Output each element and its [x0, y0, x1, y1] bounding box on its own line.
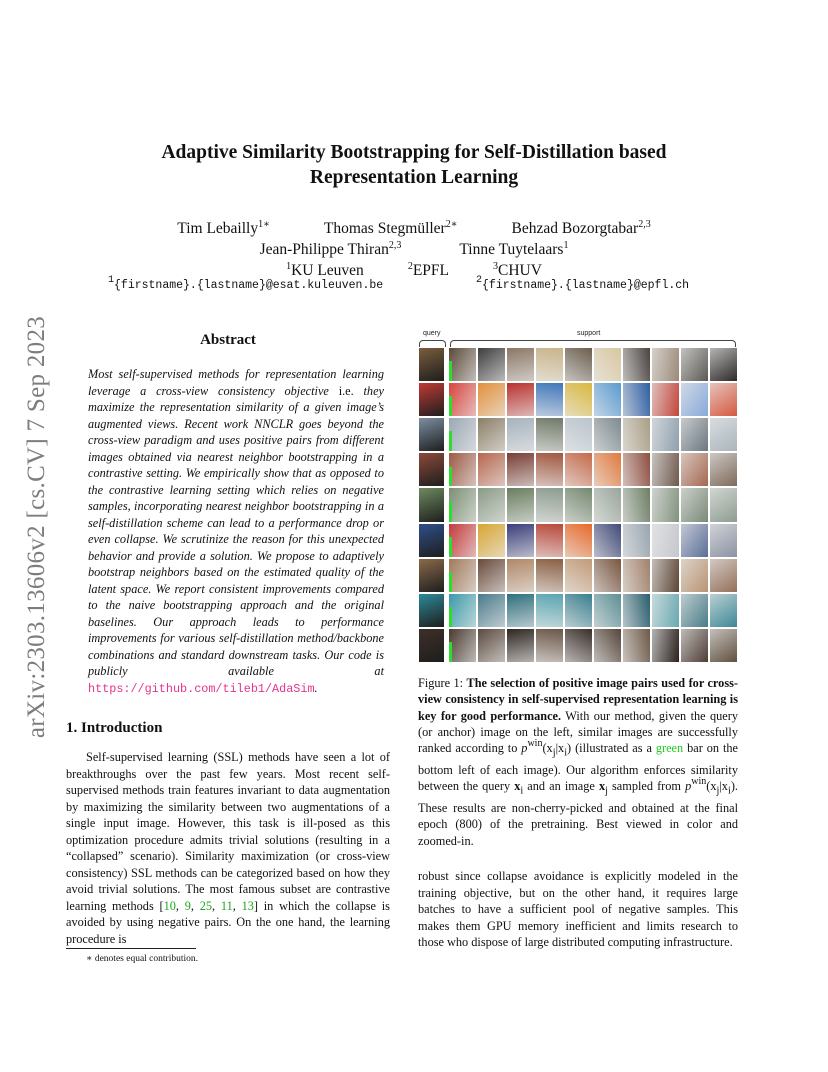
support-image: [478, 348, 505, 381]
support-image: [652, 383, 679, 416]
author-name: Thomas Stegmüller$^{2∗}$: [323, 219, 458, 237]
support-image: [594, 559, 621, 592]
support-image: [449, 559, 476, 592]
query-brace: [419, 340, 446, 347]
support-image: [652, 524, 679, 557]
query-image: [419, 629, 444, 662]
support-image: [478, 594, 505, 627]
similarity-green-bar: [449, 572, 452, 592]
support-image: [710, 418, 737, 451]
support-image: [710, 629, 737, 662]
support-image: [507, 559, 534, 592]
support-brace: [450, 340, 736, 347]
query-image: [419, 524, 444, 557]
support-image: [681, 348, 708, 381]
support-image: [623, 383, 650, 416]
support-image: [507, 629, 534, 662]
support-image: [594, 594, 621, 627]
query-image: [419, 453, 444, 486]
support-image: [449, 524, 476, 557]
similarity-green-bar: [449, 396, 452, 416]
affiliation: $^2$EPFL: [407, 261, 449, 279]
support-image: [536, 629, 563, 662]
support-image: [565, 559, 592, 592]
support-image: [536, 524, 563, 557]
support-image: [478, 629, 505, 662]
support-image: [681, 594, 708, 627]
support-image: [565, 594, 592, 627]
citation-link[interactable]: 13: [241, 898, 254, 913]
support-image: [565, 488, 592, 521]
author-name: Jean-Philippe Thiran$^{2,3}$: [259, 240, 402, 258]
support-image: [623, 348, 650, 381]
query-image: [419, 559, 444, 592]
author-block: [100, 218, 728, 281]
support-image: [565, 453, 592, 486]
author-row-1: [100, 218, 728, 239]
support-image: [681, 524, 708, 557]
citation-link[interactable]: 10: [163, 898, 176, 913]
query-image: [419, 418, 444, 451]
support-image: [652, 453, 679, 486]
support-image: [623, 524, 650, 557]
support-image: [623, 594, 650, 627]
support-image: [565, 383, 592, 416]
author-row-2: [100, 239, 728, 260]
support-image: [594, 453, 621, 486]
support-image: [623, 629, 650, 662]
email-kuleuven: $^1${firstname}.{lastname}@esat.kuleuven.be: [108, 275, 384, 292]
support-image: [536, 348, 563, 381]
support-image: [449, 629, 476, 662]
similarity-green-bar: [449, 642, 452, 662]
support-image: [652, 559, 679, 592]
support-image: [623, 418, 650, 451]
email-epfl: $^2${firstname}.{lastname}@epfl.ch: [476, 275, 690, 292]
support-image: [536, 559, 563, 592]
support-image: [594, 383, 621, 416]
query-image: [419, 348, 444, 381]
similarity-green-bar: [449, 537, 452, 557]
support-image: [536, 418, 563, 451]
author-name: Tim Lebailly$^{1∗}$: [177, 219, 270, 237]
support-image: [507, 488, 534, 521]
support-image: [507, 524, 534, 557]
support-image: [478, 418, 505, 451]
support-image: [681, 453, 708, 486]
citation-link[interactable]: 11: [220, 898, 233, 913]
support-image: [536, 594, 563, 627]
support-image: [449, 383, 476, 416]
support-image: [565, 629, 592, 662]
support-image: [710, 453, 737, 486]
support-image: [710, 559, 737, 592]
affiliation-row: [100, 260, 728, 281]
support-label: support: [577, 330, 601, 337]
support-image: [449, 418, 476, 451]
support-image: [478, 453, 505, 486]
support-image: [594, 348, 621, 381]
support-image: [478, 524, 505, 557]
support-image: [623, 559, 650, 592]
support-image: [652, 594, 679, 627]
support-image: [652, 629, 679, 662]
right-column-paragraph: robust since collapse avoidance is explicitly modeled in the training objective, but on the other hand, it requires large batches to have a sufficient pool of negative samples. This makes them GPU memory inefficient and limits research to those who dispose of large distributed computing infrastructure.: [418, 869, 738, 949]
support-image: [710, 383, 737, 416]
support-image: [565, 418, 592, 451]
support-image: [536, 488, 563, 521]
support-image: [565, 348, 592, 381]
support-image: [449, 348, 476, 381]
support-image: [449, 453, 476, 486]
support-image: [681, 418, 708, 451]
support-image: [507, 348, 534, 381]
support-image: [478, 559, 505, 592]
support-image: [594, 524, 621, 557]
support-image: [536, 453, 563, 486]
support-image: [478, 488, 505, 521]
support-image: [507, 418, 534, 451]
figure-1: [419, 330, 737, 666]
arxiv-identifier-text: arXiv:2303.13606v2 [cs.CV] 7 Sep 2023: [23, 315, 51, 739]
similarity-green-bar: [449, 431, 452, 451]
paper-title-line-2: Representation Learning: [309, 167, 519, 188]
arxiv-identifier-stamp: [14, 292, 60, 762]
introduction-heading: 1. Introduction: [66, 720, 163, 736]
support-image: [710, 524, 737, 557]
support-image: [565, 524, 592, 557]
support-image: [652, 488, 679, 521]
support-image: [449, 594, 476, 627]
code-link[interactable]: https://github.com/tileb1/AdaSim: [88, 681, 315, 696]
support-image: [594, 418, 621, 451]
support-image: [710, 488, 737, 521]
citation-link[interactable]: 9: [184, 898, 191, 913]
paper-title: [110, 140, 718, 190]
support-image: [449, 488, 476, 521]
support-image: [652, 418, 679, 451]
abstract-heading: Abstract: [200, 332, 256, 348]
author-name: Tinne Tuytelaars$^1$: [459, 240, 569, 258]
support-image: [507, 594, 534, 627]
affiliation: $^3$CHUV: [493, 261, 542, 279]
support-image: [507, 453, 534, 486]
support-image: [681, 488, 708, 521]
query-label: query: [423, 330, 441, 337]
query-image: [419, 488, 444, 521]
affiliation: $^1$KU Leuven: [286, 261, 364, 279]
footnote: ∗ denotes equal contribution.: [86, 954, 198, 964]
introduction-paragraph: Self-supervised learning (SSL) methods have seen a lot of breakthroughs over the past few years. Most recent self-supervised methods train features invariant to data augmentation by maximizing the similarity between two augmentations of a single input image. However, this task is ill-posed as this optimization procedure admits trivial solutions (resulting in a “collapsed” scenario). Similarity maximization (or cross-view consistency) SSL methods can be categorized based on how they avoid trivial solutions. The most famous subset are contrastive learning methods [10, 9, 25, 11, 13] in which the collapse is avoided by using negative pairs. On the one hand, the learning procedure is: [66, 750, 390, 946]
image-grid: [419, 348, 737, 664]
support-image: [478, 383, 505, 416]
green-word: green: [655, 741, 684, 756]
paper-title-line-1: Adaptive Similarity Bootstrapping for Self-Distillation based: [161, 142, 667, 163]
support-image: [623, 488, 650, 521]
figure-caption: Figure 1: The selection of positive image pairs used for cross-view consistency in self-supervised representation learning is key for good performance. With our method, given the query (or anchor) image on the left, similar images are successfully ranked according to $p^{win}(x_j|x_i)$ (illustrated as a green bar on the bottom left of each image). Our algorithm enforces similarity between the query $x_i$ and an image $x_j$ sampled from $p^{win}(x_j|x_i)$. These results are non-cherry-picked and obtained at the final epoch (800) of the pretraining. Best viewed in color and zoomed-in.: [418, 676, 739, 848]
support-image: [681, 559, 708, 592]
support-image: [536, 383, 563, 416]
similarity-green-bar: [449, 467, 452, 487]
author-name: Behzad Bozorgtabar$^{2,3}$: [511, 219, 651, 237]
support-image: [681, 629, 708, 662]
abstract-text: Most self-supervised methods for representation learning leverage a cross-view consistency objective i.e. they maximize the representation similarity of a given image’s augmented views. Recent work NNCLR goes beyond the cross-view paradigm and uses positive pairs from different images obtained via nearest neighbor bootstrapping in a contrastive setting. We empirically show that as opposed to the contrastive learning setting which relies on negative samples, incorporating nearest neighbor bootstrapping in a self-distillation scheme can lead to a performance drop or even collapse. We scrutinize the reason for this unexpected behavior and provide a solution. We propose to adaptively bootstrap neighbors based on the estimated quality of the latent space. We report consistent improvements compared to the naive bootstrapping approach and the original baselines. Our approach leads to performance improvements for various self-distillation method/backbone combinations and standard downstream tasks. Our code is publicly available at https://github.com/tileb1/AdaSim.: [88, 367, 385, 696]
similarity-green-bar: [449, 361, 452, 381]
support-image: [710, 348, 737, 381]
query-image: [419, 594, 444, 627]
support-image: [507, 383, 534, 416]
support-image: [623, 453, 650, 486]
footnote-divider: [66, 948, 196, 949]
similarity-green-bar: [449, 607, 452, 627]
similarity-green-bar: [449, 502, 452, 522]
support-image: [681, 383, 708, 416]
support-image: [652, 348, 679, 381]
support-image: [594, 488, 621, 521]
support-image: [710, 594, 737, 627]
query-image: [419, 383, 444, 416]
support-image: [594, 629, 621, 662]
citation-link[interactable]: 25: [199, 898, 213, 913]
